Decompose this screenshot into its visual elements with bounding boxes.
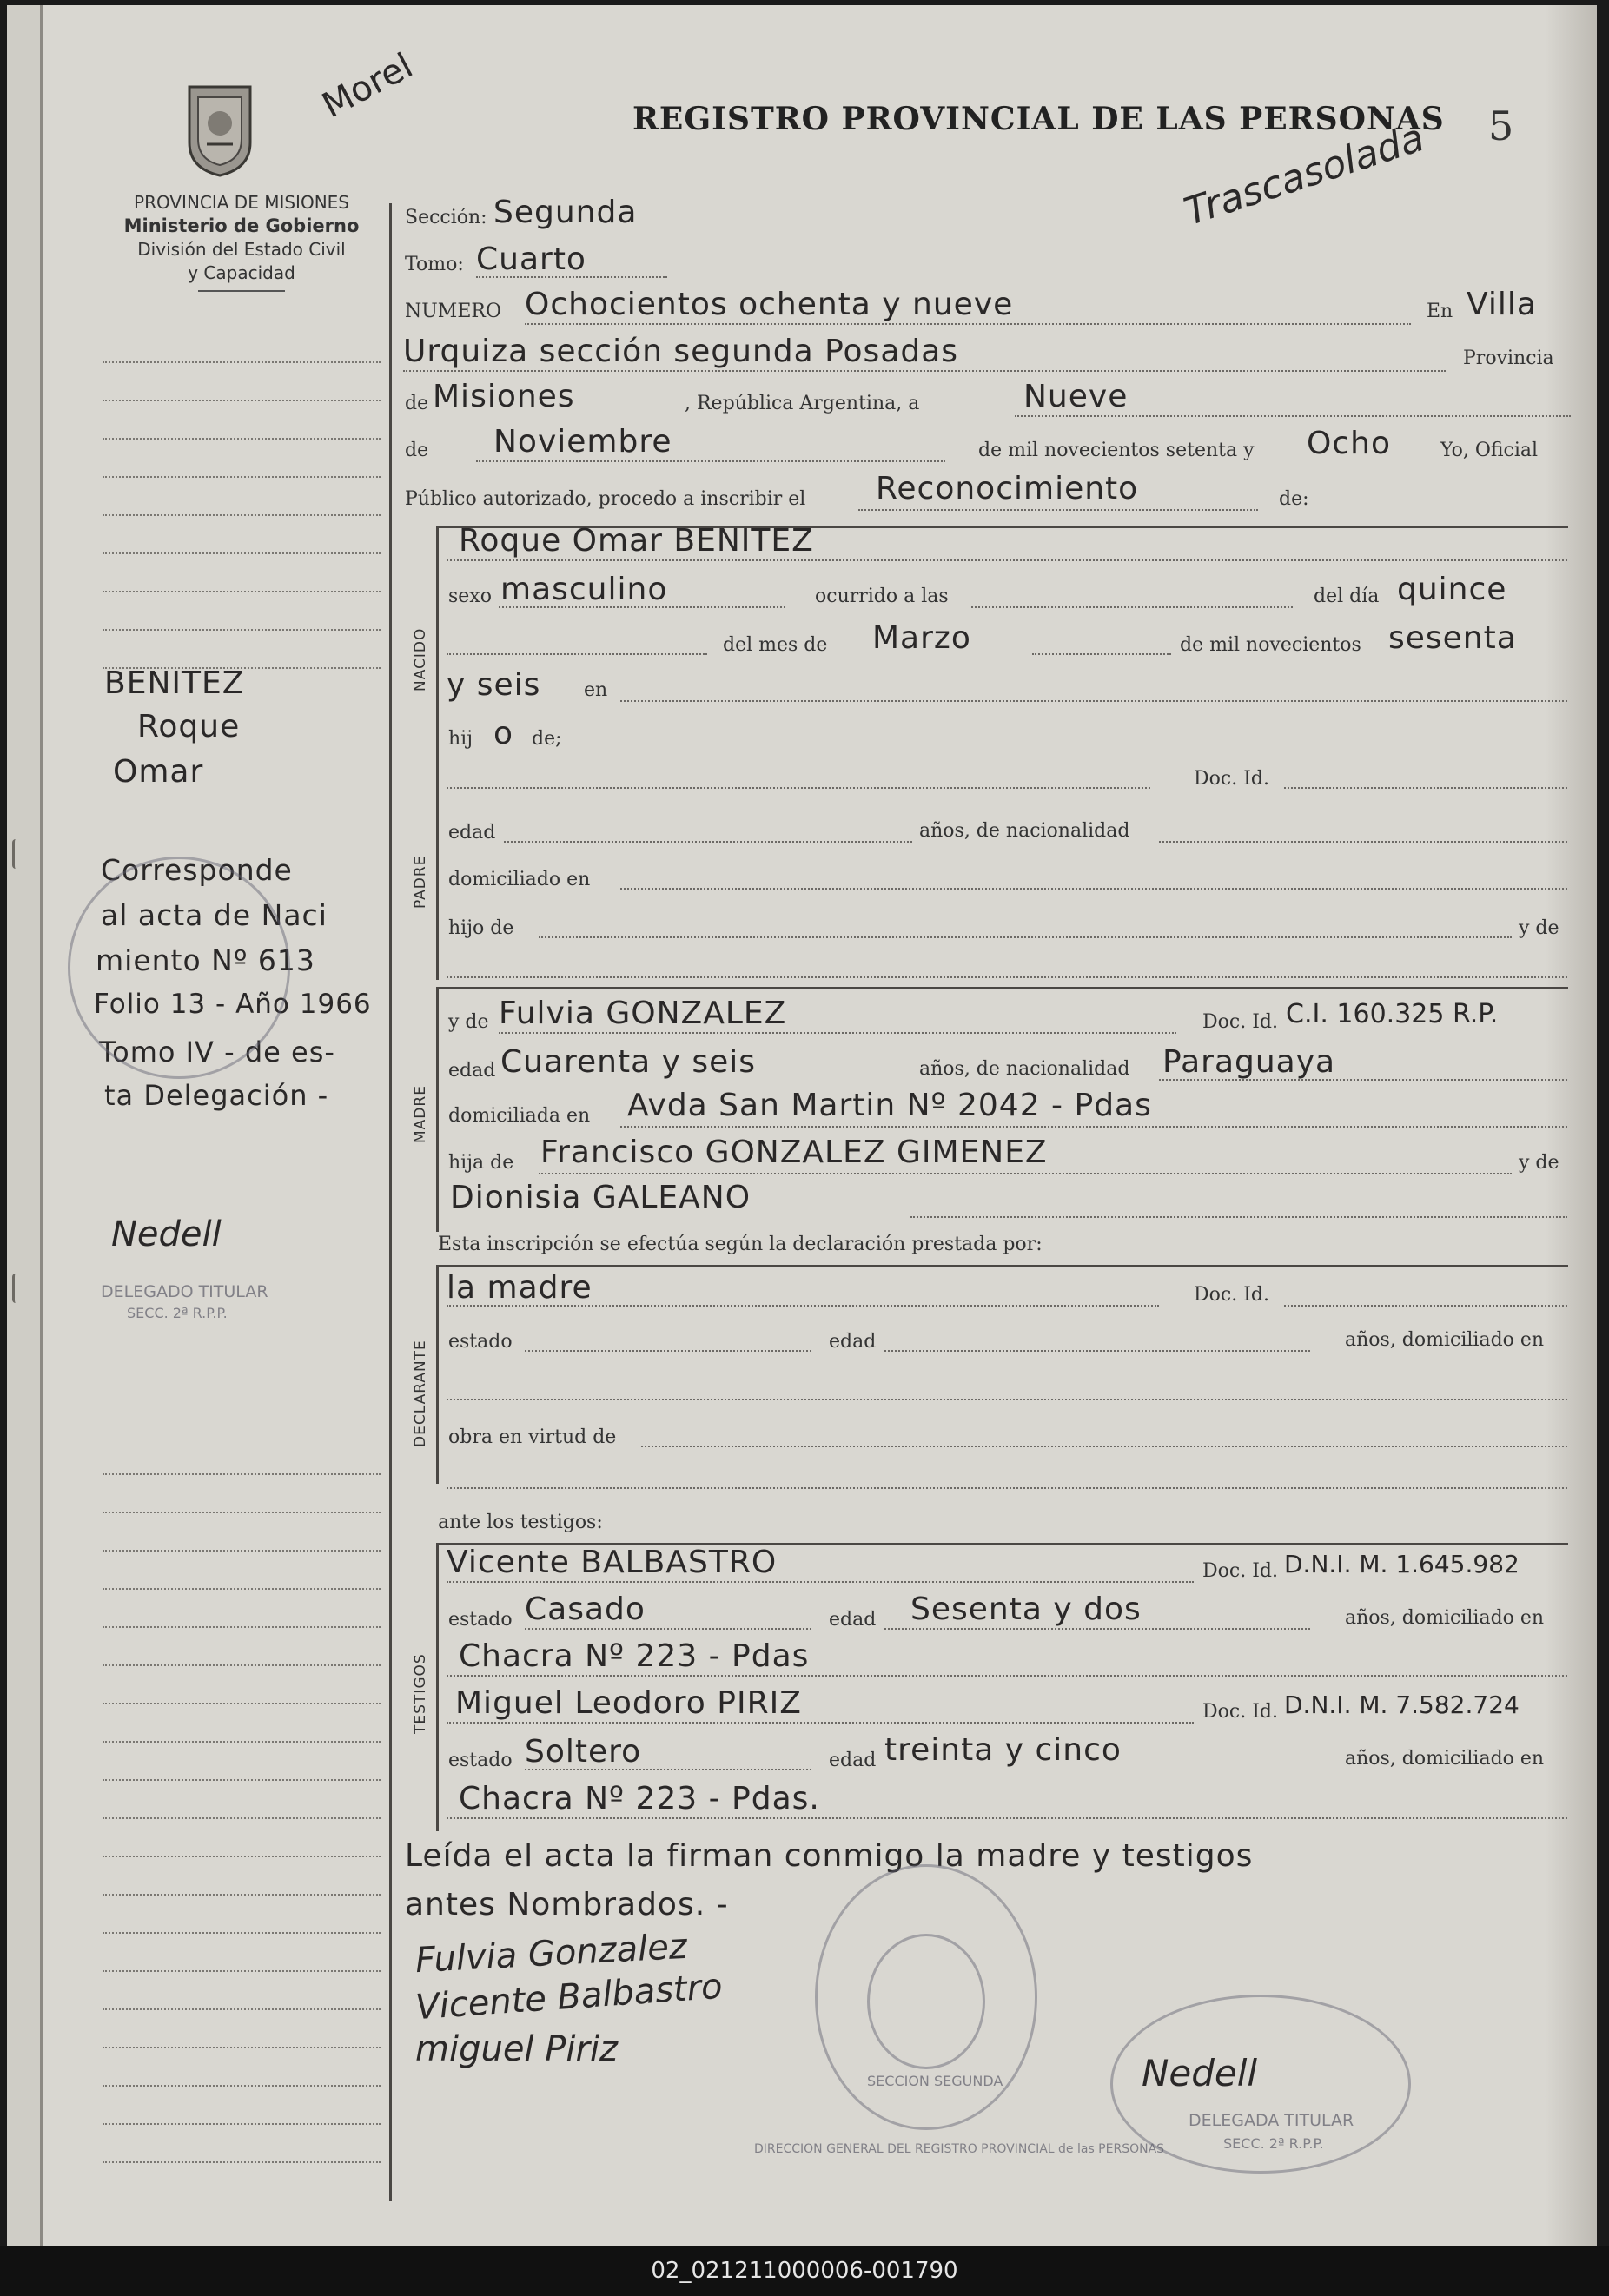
margin-ref3: miento Nº 613 — [96, 943, 315, 977]
madre-y-de-label: y de — [448, 1011, 489, 1033]
numero-value: Ochocientos ochenta y nueve — [525, 287, 1014, 322]
hijo-value: o — [493, 716, 514, 751]
annotation-right: Trascasolada — [1179, 115, 1430, 235]
testigo1-estado: Casado — [525, 1591, 646, 1627]
testigo2-estado: Soltero — [525, 1734, 642, 1770]
firma-testigo1: Vicente Balbastro — [414, 1966, 725, 2028]
padre-hijo-label: hijo de — [448, 917, 514, 939]
publico-text: Público autorizado, procedo a inscribir el — [405, 488, 806, 510]
authority-line4: y Capacidad — [188, 262, 295, 283]
testigo2-edad: treinta y cinco — [884, 1732, 1122, 1768]
sexo-label: sexo — [448, 586, 492, 607]
firma-madre: Fulvia Gonzalez — [414, 1926, 688, 1982]
authority-line2: Ministerio de Gobierno — [123, 215, 360, 236]
closing-line2: antes Nombrados. - — [405, 1887, 729, 1922]
mes-value-nac: Marzo — [872, 620, 971, 656]
image-caption: 02_021211000006-001790 — [0, 2246, 1609, 2296]
binding-clip — [12, 1274, 27, 1303]
authority-line3: División del Estado Civil — [137, 239, 346, 260]
registry-seal-ring: DIRECCION GENERAL DEL REGISTRO PROVINCIAL de las PERSONAS — [754, 2142, 1165, 2156]
margin-name2: Omar — [113, 754, 204, 790]
anio-label-nac: de mil novecientos — [1180, 634, 1361, 656]
testigo2-edad-label: edad — [829, 1750, 877, 1771]
padre-label: PADRE — [412, 855, 429, 909]
madre-edad-label: edad — [448, 1060, 496, 1082]
binding-clip — [12, 839, 27, 869]
tomo-label: Tomo: — [405, 254, 464, 275]
padre-anios-label: años, de nacionalidad — [919, 820, 1130, 842]
madre-y-de: y de — [1519, 1152, 1559, 1174]
madre-doc-label: Doc. Id. — [1202, 1011, 1278, 1033]
margin-ref1: Corresponde — [101, 853, 293, 887]
anio-value: Ocho — [1307, 426, 1391, 461]
dia-value: Nueve — [1023, 379, 1129, 414]
madre-edad-value: Cuarenta y seis — [500, 1044, 757, 1080]
padre-domicilio-label: domiciliado en — [448, 869, 591, 890]
folio-number: 5 — [1488, 103, 1514, 149]
madre-nacionalidad: Paraguaya — [1162, 1044, 1336, 1080]
testigo1-nombre: Vicente BALBASTRO — [447, 1545, 778, 1580]
oficial-text: Yo, Oficial — [1440, 440, 1539, 461]
margin-ref2: al acta de Naci — [101, 898, 328, 932]
seccion-label: Sección: — [405, 207, 487, 228]
authority-line1: PROVINCIA DE MISIONES — [134, 192, 349, 213]
madre-hija-label: hija de — [448, 1152, 514, 1174]
provincia-value: Misiones — [433, 379, 575, 414]
de-label-2: de — [405, 440, 429, 461]
de-label: de — [405, 393, 429, 414]
column-divider — [389, 203, 392, 2201]
testigo2-domicilio: Chacra Nº 223 - Pdas. — [459, 1781, 820, 1816]
testigo1-edad-label: edad — [829, 1609, 877, 1631]
de-colon: de: — [1279, 488, 1309, 510]
acto-value: Reconocimiento — [876, 471, 1139, 506]
padre-y-de: y de — [1519, 917, 1559, 939]
registry-seal-inner — [867, 1934, 985, 2069]
provincia-label: Provincia — [1463, 347, 1554, 369]
madre-domicilio-value: Avda San Martin Nº 2042 - Pdas — [627, 1088, 1152, 1123]
margin-stamp-line2: SECC. 2ª R.P.P. — [127, 1305, 228, 1321]
testigo2-anios-label: años, domiciliado en — [1345, 1748, 1545, 1770]
margin-ref6: ta Delegación - — [104, 1079, 329, 1112]
margin-ref4: Folio 13 - Año 1966 — [94, 989, 372, 1020]
madre-label: MADRE — [412, 1085, 429, 1143]
persona-value: Roque Omar BENITEZ — [459, 523, 814, 559]
margin-ref5: Tomo IV - de es- — [99, 1036, 335, 1069]
madre-nombre: Fulvia GONZALEZ — [499, 996, 787, 1031]
declarante-edad-label: edad — [829, 1331, 877, 1353]
page-title: REGISTRO PROVINCIAL DE LAS PERSONAS — [632, 101, 1445, 137]
testigo1-anios-label: años, domiciliado en — [1345, 1607, 1545, 1629]
margin-signature: Nedell — [111, 1214, 222, 1254]
en-label: En — [1427, 301, 1453, 322]
margin-stamp-line1: DELEGADO TITULAR — [101, 1282, 268, 1301]
closing-line1: Leída el acta la firman conmigo la madre y testigos — [405, 1838, 1254, 1874]
document-page — [7, 5, 1597, 2246]
delegada-stamp-line2: SECC. 2ª R.P.P. — [1223, 2135, 1324, 2152]
republica-text: , República Argentina, a — [685, 393, 920, 414]
declarante-nombre: la madre — [447, 1270, 593, 1306]
anio-value-nac-2: y seis — [447, 667, 541, 703]
madre-domicilio-label: domiciliada en — [448, 1105, 591, 1127]
testigo1-doc-label: Doc. Id. — [1202, 1560, 1278, 1582]
madre-padre-value: Francisco GONZALEZ GIMENEZ — [540, 1135, 1048, 1170]
nacido-label: NACIDO — [412, 627, 429, 691]
madre-anios-label: años, de nacionalidad — [919, 1058, 1130, 1080]
testigo2-doc: D.N.I. M. 7.582.724 — [1284, 1691, 1520, 1719]
madre-madre-value: Dionisia GALEANO — [450, 1180, 752, 1215]
margin-name1: Roque — [137, 709, 241, 744]
margin-surname: BENITEZ — [104, 665, 245, 701]
testigo2-estado-label: estado — [448, 1750, 513, 1771]
en-value: Villa — [1467, 287, 1537, 322]
declarante-obra-label: obra en virtud de — [448, 1426, 617, 1448]
padre-edad-label: edad — [448, 822, 496, 844]
testigo1-edad: Sesenta y dos — [910, 1591, 1142, 1627]
testigos-label: TESTIGOS — [412, 1653, 429, 1734]
sexo-value: masculino — [500, 572, 668, 607]
declarante-anios-label: años, domiciliado en — [1345, 1329, 1545, 1351]
issuing-authority — [85, 191, 398, 292]
anio-value-nac: sesenta — [1388, 620, 1517, 656]
declarante-doc-label: Doc. Id. — [1194, 1284, 1269, 1306]
annotation-top: Morel — [315, 45, 420, 127]
padre-doc-label: Doc. Id. — [1194, 768, 1269, 790]
hijo-de: de; — [532, 728, 562, 750]
declarante-label: DECLARANTE — [412, 1340, 429, 1447]
madre-doc-value: C.I. 160.325 R.P. — [1286, 999, 1499, 1029]
testigo1-doc: D.N.I. M. 1.645.982 — [1284, 1550, 1520, 1578]
delegada-stamp-line1: DELEGADA TITULAR — [1189, 2111, 1354, 2130]
seccion-value: Segunda — [493, 195, 638, 230]
declarante-estado-label: estado — [448, 1331, 513, 1353]
page-binding-edge — [7, 5, 43, 2246]
mes-label: del mes de — [723, 634, 828, 656]
place-value: Urquiza sección segunda Posadas — [403, 334, 959, 369]
firma-oficial: Nedell — [1142, 2052, 1258, 2094]
dia-value-nac: quince — [1397, 572, 1507, 607]
declarante-box — [436, 1265, 1568, 1484]
declarante-intro: Esta inscripción se efectúa según la declaración prestada por: — [438, 1234, 1043, 1255]
mes-value: Noviembre — [493, 424, 672, 460]
dia-label: del día — [1314, 586, 1380, 607]
testigo1-estado-label: estado — [448, 1609, 513, 1631]
testigo2-nombre: Miguel Leodoro PIRIZ — [455, 1685, 802, 1721]
registry-seal-center: SECCION SEGUNDA — [867, 2073, 1003, 2089]
testigo1-domicilio: Chacra Nº 223 - Pdas — [459, 1638, 810, 1674]
ocurrido-label: ocurrido a las — [815, 586, 949, 607]
testigo2-doc-label: Doc. Id. — [1202, 1701, 1278, 1723]
hijo-label: hij — [448, 728, 473, 750]
en-label-nac: en — [584, 679, 608, 701]
anio-text: de mil novecientos setenta y — [978, 440, 1255, 461]
coat-of-arms-icon — [181, 82, 259, 179]
margin-stamp-seal — [68, 857, 290, 1079]
divider — [198, 290, 285, 292]
firma-testigo2: miguel Piriz — [415, 2029, 619, 2069]
testigos-intro: ante los testigos: — [438, 1512, 603, 1533]
numero-label: NUMERO — [405, 301, 501, 322]
tomo-value: Cuarto — [476, 242, 586, 277]
